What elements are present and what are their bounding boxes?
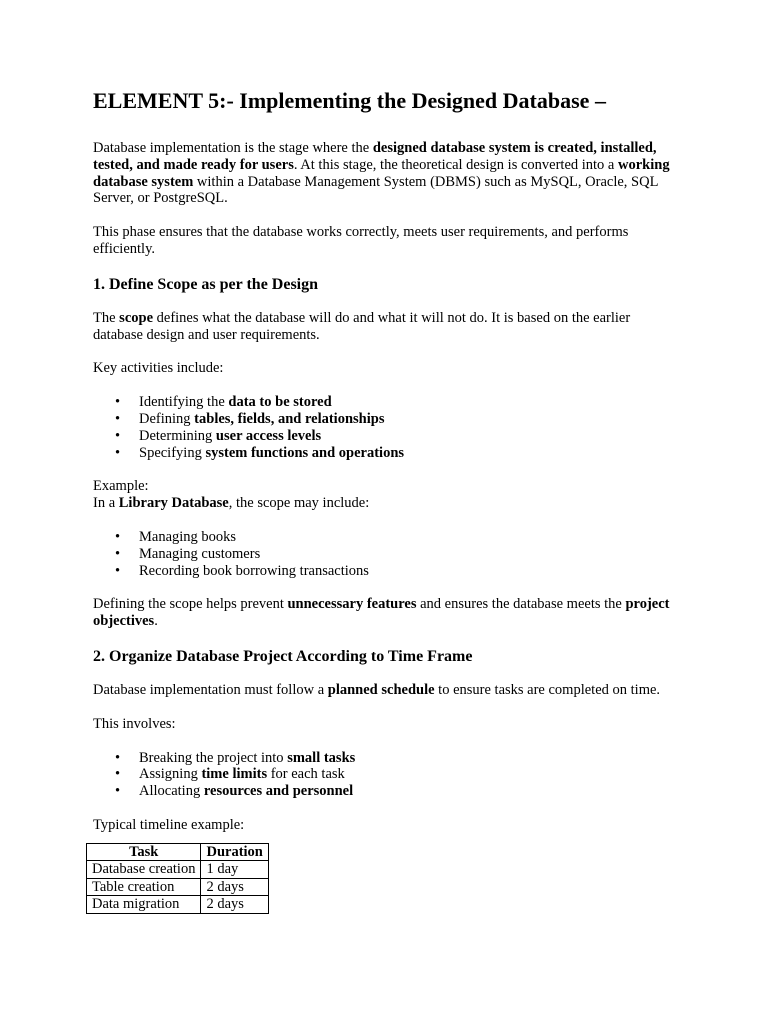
section-1-heading: 1. Define Scope as per the Design [93,275,319,293]
intro-paragraph-1 [93,140,683,207]
bold-text: project objectives [93,596,670,630]
list-item: • Managing books [93,529,683,546]
list-item: • Recording book borrowing transactions [93,563,683,580]
text-run: Defining [139,410,195,427]
text-run: Specifying [139,444,206,461]
text-run: Determining [139,427,216,444]
table-cell: Data migration [87,896,201,914]
example-label: Example: [93,478,149,495]
list-item [93,766,683,783]
text-run: . [154,613,158,630]
text-run: In a [93,495,119,512]
table-cell: 2 days [201,878,268,896]
involves-list [93,750,683,800]
list-item [93,394,683,411]
table-cell: Table creation [87,878,201,896]
timeline-table [86,843,269,914]
list-item [93,445,683,462]
list-item [93,411,683,428]
example-line [93,495,683,512]
table-cell: 2 days [201,896,268,914]
bold-text: time limits [201,766,268,783]
text-run: Database implementation must follow a [93,681,328,698]
table-cell: Database creation [87,861,201,879]
text-run: Breaking the project into [139,749,288,766]
table-header-row [87,843,269,861]
bold-text: small tasks [287,749,356,766]
text-run: . At this stage, the theoretical design is converted into a [293,156,618,173]
key-activities-label: Key activities include: [93,360,224,377]
text-run: The [93,309,120,326]
text-run: within a Database Management System (DBMS) such as MySQL, Oracle, SQL Server, or PostgreSQL. [93,173,658,207]
section-2-heading: 2. Organize Database Project According to Time Frame [93,647,473,665]
bold-text: unnecessary features [287,596,417,613]
intro-paragraph-2: This phase ensures that the database works correctly, meets user requirements, and performs efficiently. [93,224,629,257]
bold-text: user access levels [215,427,322,444]
text-run: for each task [267,766,345,783]
bold-text: working database system [93,156,670,190]
involves-label: This involves: [93,715,176,732]
bold-text: resources and personnel [203,783,354,800]
activities-list [93,394,683,461]
timeline-label: Typical timeline example: [93,816,245,833]
list-item [93,750,683,767]
bold-text: Library Database [118,495,229,512]
bold-text: system functions and operations [205,444,405,461]
document-page [93,87,683,914]
table-row [87,861,269,879]
text-run: Assigning [139,766,202,783]
table-cell: 1 day [201,861,268,879]
text-run: Database implementation is the stage where the [93,140,373,156]
column-header-duration: Duration [201,843,268,861]
text-run: , the scope may include: [228,495,370,512]
list-item [93,783,683,800]
column-header-task: Task [87,843,201,861]
text-run: to ensure tasks are completed on time. [434,681,661,698]
bold-text: planned schedule [327,681,435,698]
text-run: defines what the database will do and what it will not do. It is based on the earlier database design and user requirements. [93,309,631,343]
text-run: Identifying the [139,394,229,411]
list-item [93,428,683,445]
bold-text: scope [119,309,154,326]
schedule-paragraph [93,682,683,699]
table-row [87,878,269,896]
page-title: ELEMENT 5:- Implementing the Designed Database – [93,88,606,113]
scope-items-list [93,529,683,579]
list-item: • Managing customers [93,546,683,563]
bold-text: data to be stored [228,394,332,411]
scope-paragraph [93,310,683,344]
bold-text: designed database system is created, installed, tested, and made ready for users [93,140,657,173]
table-row [87,896,269,914]
text-run: and ensures the database meets the [416,596,626,613]
text-run: Allocating [139,783,204,800]
bold-text: tables, fields, and relationships [194,410,385,427]
text-run: Defining the scope helps prevent [93,596,288,613]
scope-closing-paragraph [93,596,683,630]
